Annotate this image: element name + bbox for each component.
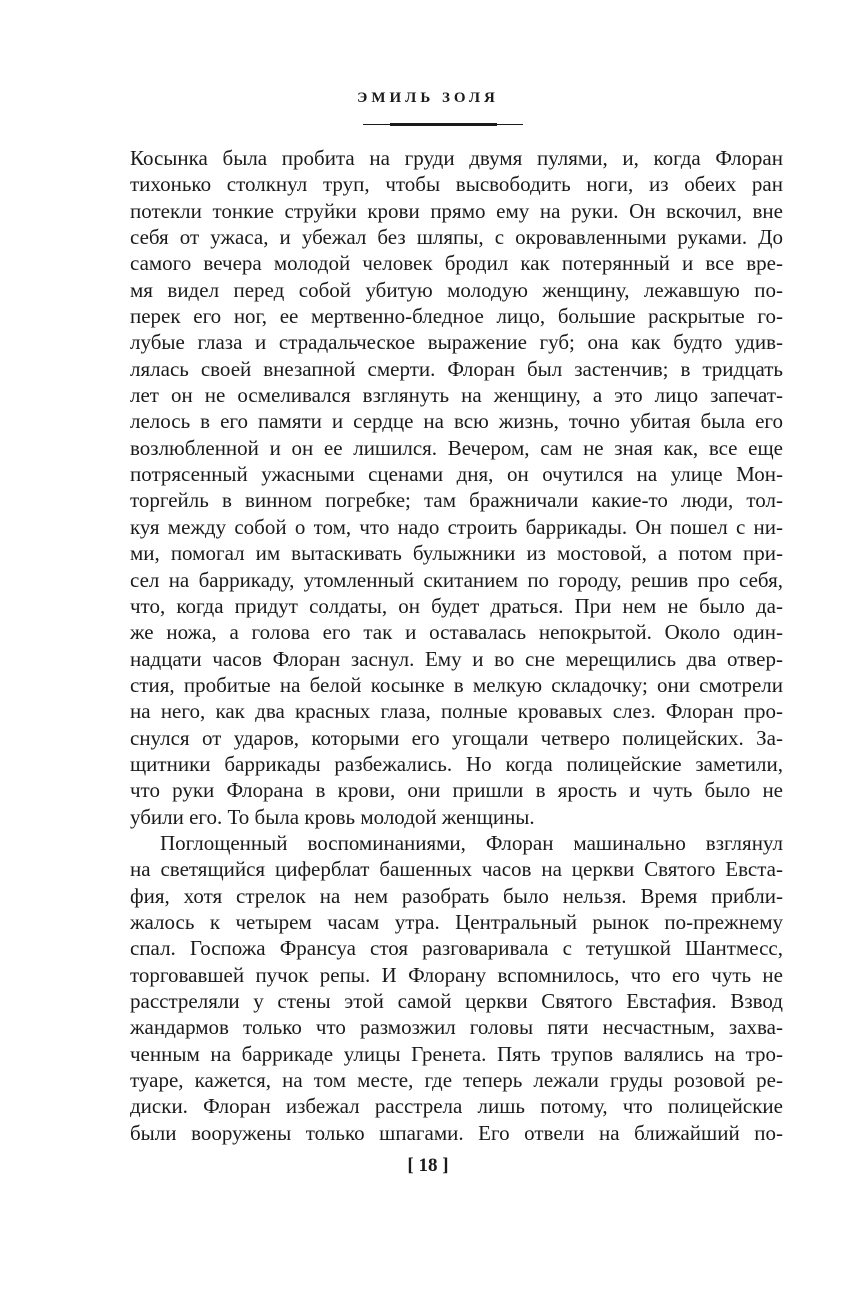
text-line: торговавшей пучок репы. И Флорану вспомнилось, что его чуть не <box>130 962 783 987</box>
text-line: Косынка была пробита на груди двумя пулями, и, когда Флоран <box>130 146 783 170</box>
text-line: лет он не осмеливался взглянуть на женщину, а это лицо запечат- <box>130 383 783 408</box>
text-line: что руки Флорана в крови, они пришли в ярость и чуть было не <box>130 778 783 803</box>
text-line: торгейль в винном погребке; там бражничали какие-то люди, тол- <box>130 488 783 513</box>
text-line: лелось в его памяти и сердце на всю жизнь, точно убитая была его <box>130 409 783 434</box>
text-line: снулся от ударов, которыми его угощали четверо полицейских. За- <box>130 725 783 750</box>
running-header: ЭМИЛЬ ЗОЛЯ <box>357 90 499 106</box>
text-line: ми, помогал им вытаскивать булыжники из мостовой, а потом при- <box>130 541 783 566</box>
text-line: сел на баррикаду, утомленный скитанием по городу, решив про себя, <box>130 567 783 592</box>
text-line: же ножа, а голова его так и оставалась непокрытой. Около один- <box>130 620 783 645</box>
text-line: самого вечера молодой человек бродил как потерянный и все вре- <box>130 251 783 276</box>
text-line: себя от ужаса, и убежал без шляпы, с окровавленными руками. До <box>130 225 783 250</box>
text-line: надцати часов Флоран заснул. Ему и во сне мерещились два отвер- <box>130 646 783 671</box>
text-line: были вооружены только шпагами. Его отвели на ближайший по- <box>130 1120 783 1145</box>
text-line: жалось к четырем часам утра. Центральный рынок по-прежнему <box>130 909 783 934</box>
text-line: убили его. То была кровь молодой женщины. <box>130 804 535 829</box>
text-line: на него, как два красных глаза, полные кровавых слез. Флоран про- <box>130 699 783 724</box>
text-line: что, когда придут солдаты, он будет драться. При нем не было да- <box>130 593 783 618</box>
page-number: [ 18 ] <box>407 1155 449 1176</box>
text-line: возлюбленной и он ее лишился. Вечером, сам не зная как, все еще <box>130 435 783 460</box>
text-line: щитники баррикады разбежались. Но когда полицейские заметили, <box>130 751 783 776</box>
text-line: перек его ног, ее мертвенно-бледное лицо, большие раскрытые го- <box>130 304 783 329</box>
text-line: фия, хотя стрелок на нем разобрать было нельзя. Время прибли- <box>130 883 783 908</box>
text-line: лубые глаза и страдальческое выражение губ; она как будто удив- <box>130 330 783 355</box>
text-line: на светящийся циферблат башенных часов на церкви Святого Евста- <box>130 857 783 882</box>
text-line: потекли тонкие струйки крови прямо ему на руки. Он вскочил, вне <box>130 198 783 223</box>
text-line: лялась своей внезапной смерти. Флоран был застенчив; в тридцать <box>130 356 783 381</box>
text-line: спал. Госпожа Франсуа стоя разговаривала с тетушкой Шантмесс, <box>130 936 783 961</box>
text-line: жандармов только что размозжил головы пяти несчастным, захва- <box>130 1015 783 1040</box>
text-line: диски. Флоран избежал расстрела лишь потому, что полицейские <box>130 1094 783 1119</box>
body-text <box>130 145 783 1146</box>
text-line: стия, пробитые на белой косынке в мелкую складочку; они смотрели <box>130 672 783 697</box>
text-line: тихонько столкнул труп, чтобы высвободить ноги, из обеих ран <box>130 172 783 197</box>
text-line: Поглощенный воспоминаниями, Флоран машинально взглянул <box>160 830 783 855</box>
header-rule-accent <box>390 123 497 126</box>
text-line: куя между собой о том, что надо строить баррикады. Он пошел с ни- <box>130 514 783 539</box>
text-line: ченным на баррикаде улицы Гренета. Пять трупов валялись на тро- <box>130 1041 783 1066</box>
text-line: мя видел перед собой убитую молодую женщину, лежавшую по- <box>130 277 783 302</box>
text-line: туаре, кажется, на том месте, где теперь лежали груды розовой ре- <box>130 1068 783 1093</box>
text-line: потрясенный ужасными сценами дня, он очутился на улице Мон- <box>130 462 783 487</box>
text-line: расстреляли у стены этой самой церкви Святого Евстафия. Взвод <box>130 989 783 1013</box>
